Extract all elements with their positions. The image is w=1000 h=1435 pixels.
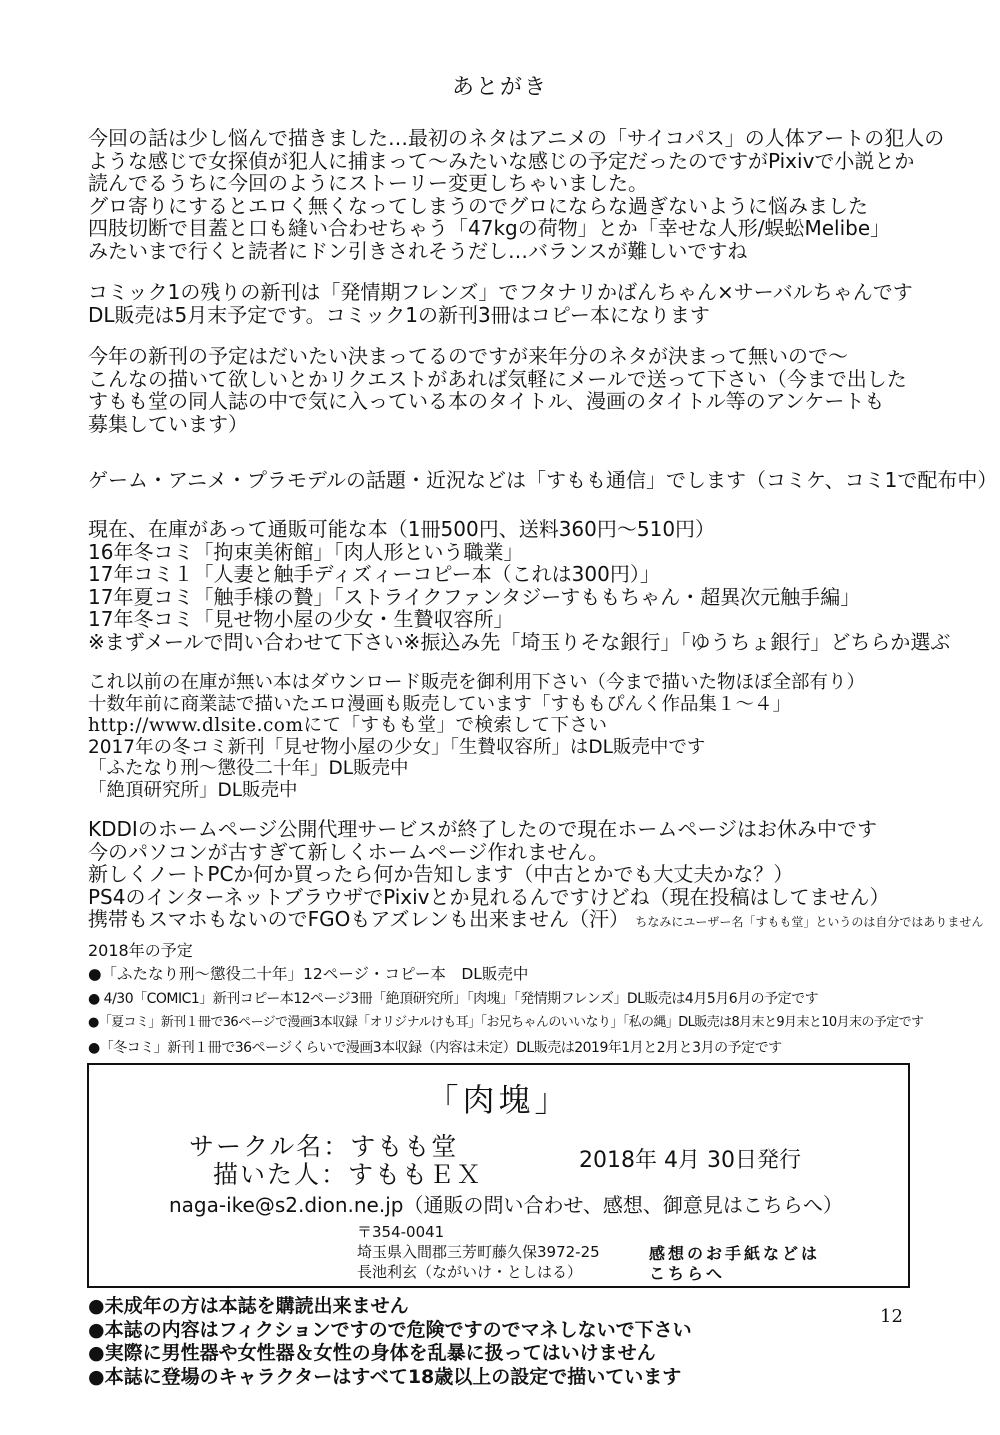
username-note: ちなみにユーザー名「すもも堂」というのは自分ではありません — [635, 915, 984, 929]
warning-list — [88, 1295, 692, 1389]
list-item: ●本誌に登場のキャラクターはすべて18歳以上の設定で描いています — [88, 1365, 682, 1388]
new-release-paragraph — [88, 281, 913, 326]
text-main: 携帯もスマホもないのでFGOもアズレンも出来ません（汗） — [88, 907, 630, 931]
colophon-box — [87, 1063, 910, 1288]
text-line: 今回の話は少し悩んで描きました…最初のネタはアニメの「サイコパス」の人体アートの犯人の — [88, 126, 945, 150]
text-line: 読んでるうちに今回のようにストーリー変更しちゃいました。 — [88, 171, 648, 195]
stock-list — [88, 518, 950, 653]
text-line: 十数年前に商業誌で描いたエロ漫画も販売しています「すももぴんく作品集１～４」 — [88, 693, 792, 715]
text-line: こんなの描いて欲しいとかリクエストがあれば気軽にメールで送って下さい（今まで出した — [88, 366, 907, 391]
list-item: ●未成年の方は本誌を購読出来ません — [88, 1295, 409, 1317]
list-item: 16年冬コミ「拘束美術館」「肉人形という職業」 — [88, 539, 524, 564]
list-item: ●実際に男性器や女性器＆女性の身体を乱暴に扱ってはいけません — [88, 1342, 656, 1364]
text-line: 今のパソコンが古すぎて新しくホームページ作れません。 — [88, 839, 609, 864]
list-item: ●本誌の内容はフィクションですので危険ですのでマネしないで下さい — [88, 1318, 692, 1341]
list-item: 「絶頂研究所」DL販売中 — [88, 779, 298, 801]
text-line: これ以前の在庫が無い本はダウンロード販売を御利用下さい（今まで描いた物ほぼ全部有り） — [88, 672, 866, 693]
intro-paragraph — [88, 127, 944, 262]
schedule-heading: 2018年の予定 — [88, 941, 193, 960]
newsletter-paragraph — [88, 469, 997, 492]
author-name: 長池利玄（ながいけ・としはる） — [357, 1263, 583, 1281]
text-line: DL販売は5月末予定です。コミック1の新刊3冊はコピー本になります — [88, 302, 710, 327]
list-item: 「ふたなり刑～懲役二十年」DL販売中 — [88, 758, 409, 779]
letter-note: こちらへ — [649, 1264, 726, 1283]
text-line: KDDIのホームページ公開代理サービスが終了したので現在ホームページはお休み中です — [88, 817, 878, 841]
work-title: 「肉塊」 — [426, 1081, 571, 1119]
list-item: 17年夏コミ「触手様の贄」「ストライクファンタジーすももちゃん・超異次元触手編」 — [88, 584, 861, 609]
text-line: みたいまで行くと読者にドン引きされそうだし…バランスが難しいですね — [88, 238, 748, 263]
text-line: グロ寄りにするとエロく無くなってしまうのでグロにならな過ぎないように悩みました — [88, 193, 868, 218]
text-line: 今年の新刊の予定はだいたい決まってるのですが来年分のネタが決まって無いので～ — [88, 344, 848, 368]
text-line: 四肢切断で目蓋と口も縫い合わせちゃう「47kgの荷物」とか「幸せな人形/蜈蚣Melibe」 — [88, 216, 891, 240]
text-line: ような感じで女探偵が犯人に捕まって～みたいな感じの予定だったのですがPixivで小説とか — [88, 148, 915, 173]
text-line: 募集しています） — [88, 411, 248, 436]
circle-name: サークル名：すもも堂 — [189, 1132, 459, 1161]
request-paragraph — [88, 345, 907, 435]
text-line: すもも堂の同人誌の中で気に入っている本のタイトル、漫画のタイトル等のアンケートも — [88, 389, 885, 413]
list-item: ※まずメールで問い合わせて下さい※振込み先「埼玉りそな銀行」「ゆうちょ銀行」どちらか選ぶ — [88, 629, 951, 654]
text-line: PS4のインターネットブラウザでPixivとか見れるんですけどね（現在投稿はしてません） — [88, 884, 890, 909]
download-paragraph — [88, 672, 865, 801]
list-item: ●「ふたなり刑～懲役二十年」12ページ・コピー本 DL販売中 — [88, 965, 529, 983]
dlsite-link[interactable]: http://www.dlsite.comにて「すもも堂」で検索して下さい — [88, 715, 608, 736]
text-line: 新しくノートPCか何か買ったら何か告知します（中古とかでも大丈夫かな？） — [88, 862, 794, 886]
address: 埼玉県入間郡三芳町藤久保3972-25 — [357, 1243, 600, 1261]
page-title: あとがき — [451, 75, 548, 100]
text-line: ゲーム・アニメ・プラモデルの話題・近況などは「すもも通信」でします（コミケ、コミ1で配布中） — [88, 468, 998, 492]
list-item: 17年コミ１「人妻と触手ディズィーコピー本（これは300円）」 — [88, 562, 660, 586]
list-item: ●「夏コミ」新刊１冊で36ページで漫画3本収録「オリジナルけも耳」「お兄ちゃんのいいなり」「私の縄」DL販売は8月末と9月末と10月末の予定です — [88, 1015, 924, 1030]
text-line: コミック1の残りの新刊は「発情期フレンズ」でフタナリかばんちゃん×サーバルちゃんです — [88, 280, 913, 304]
homepage-paragraph — [88, 818, 983, 931]
list-item: 2017年の冬コミ新刊「見せ物小屋の少女」「生贄収容所」はDL販売中です — [88, 736, 706, 758]
list-item: ● 4/30「COMIC1」新刊コピー本12ページ3冊「絶頂研究所」「肉塊」「発情期フレンズ」DL販売は4月5月6月の予定です — [88, 990, 819, 1007]
letter-note: 感想のお手紙などは — [649, 1244, 821, 1263]
stock-heading: 現在、在庫があって通販可能な本（1冊500円、送料360円～510円） — [88, 517, 716, 541]
list-item: ●「冬コミ」新刊１冊で36ページくらいで漫画3本収録（内容は未定）DL販売は2019年1月と2月と3月の予定です — [88, 1039, 782, 1056]
list-item: 17年冬コミ「見せ物小屋の少女・生贄収容所」 — [88, 607, 514, 631]
postal-code: 〒354-0041 — [357, 1223, 445, 1241]
contact-email[interactable]: naga-ike@s2.dion.ne.jp（通販の問い合わせ、感想、御意見はこちらへ） — [169, 1193, 843, 1217]
schedule-list — [88, 962, 923, 1060]
text-line — [88, 908, 983, 931]
publish-date: 2018年 4月 30日発行 — [579, 1148, 801, 1173]
artist-name: 描いた人：すももＥＸ — [213, 1160, 484, 1189]
page-number: 12 — [880, 1306, 903, 1327]
